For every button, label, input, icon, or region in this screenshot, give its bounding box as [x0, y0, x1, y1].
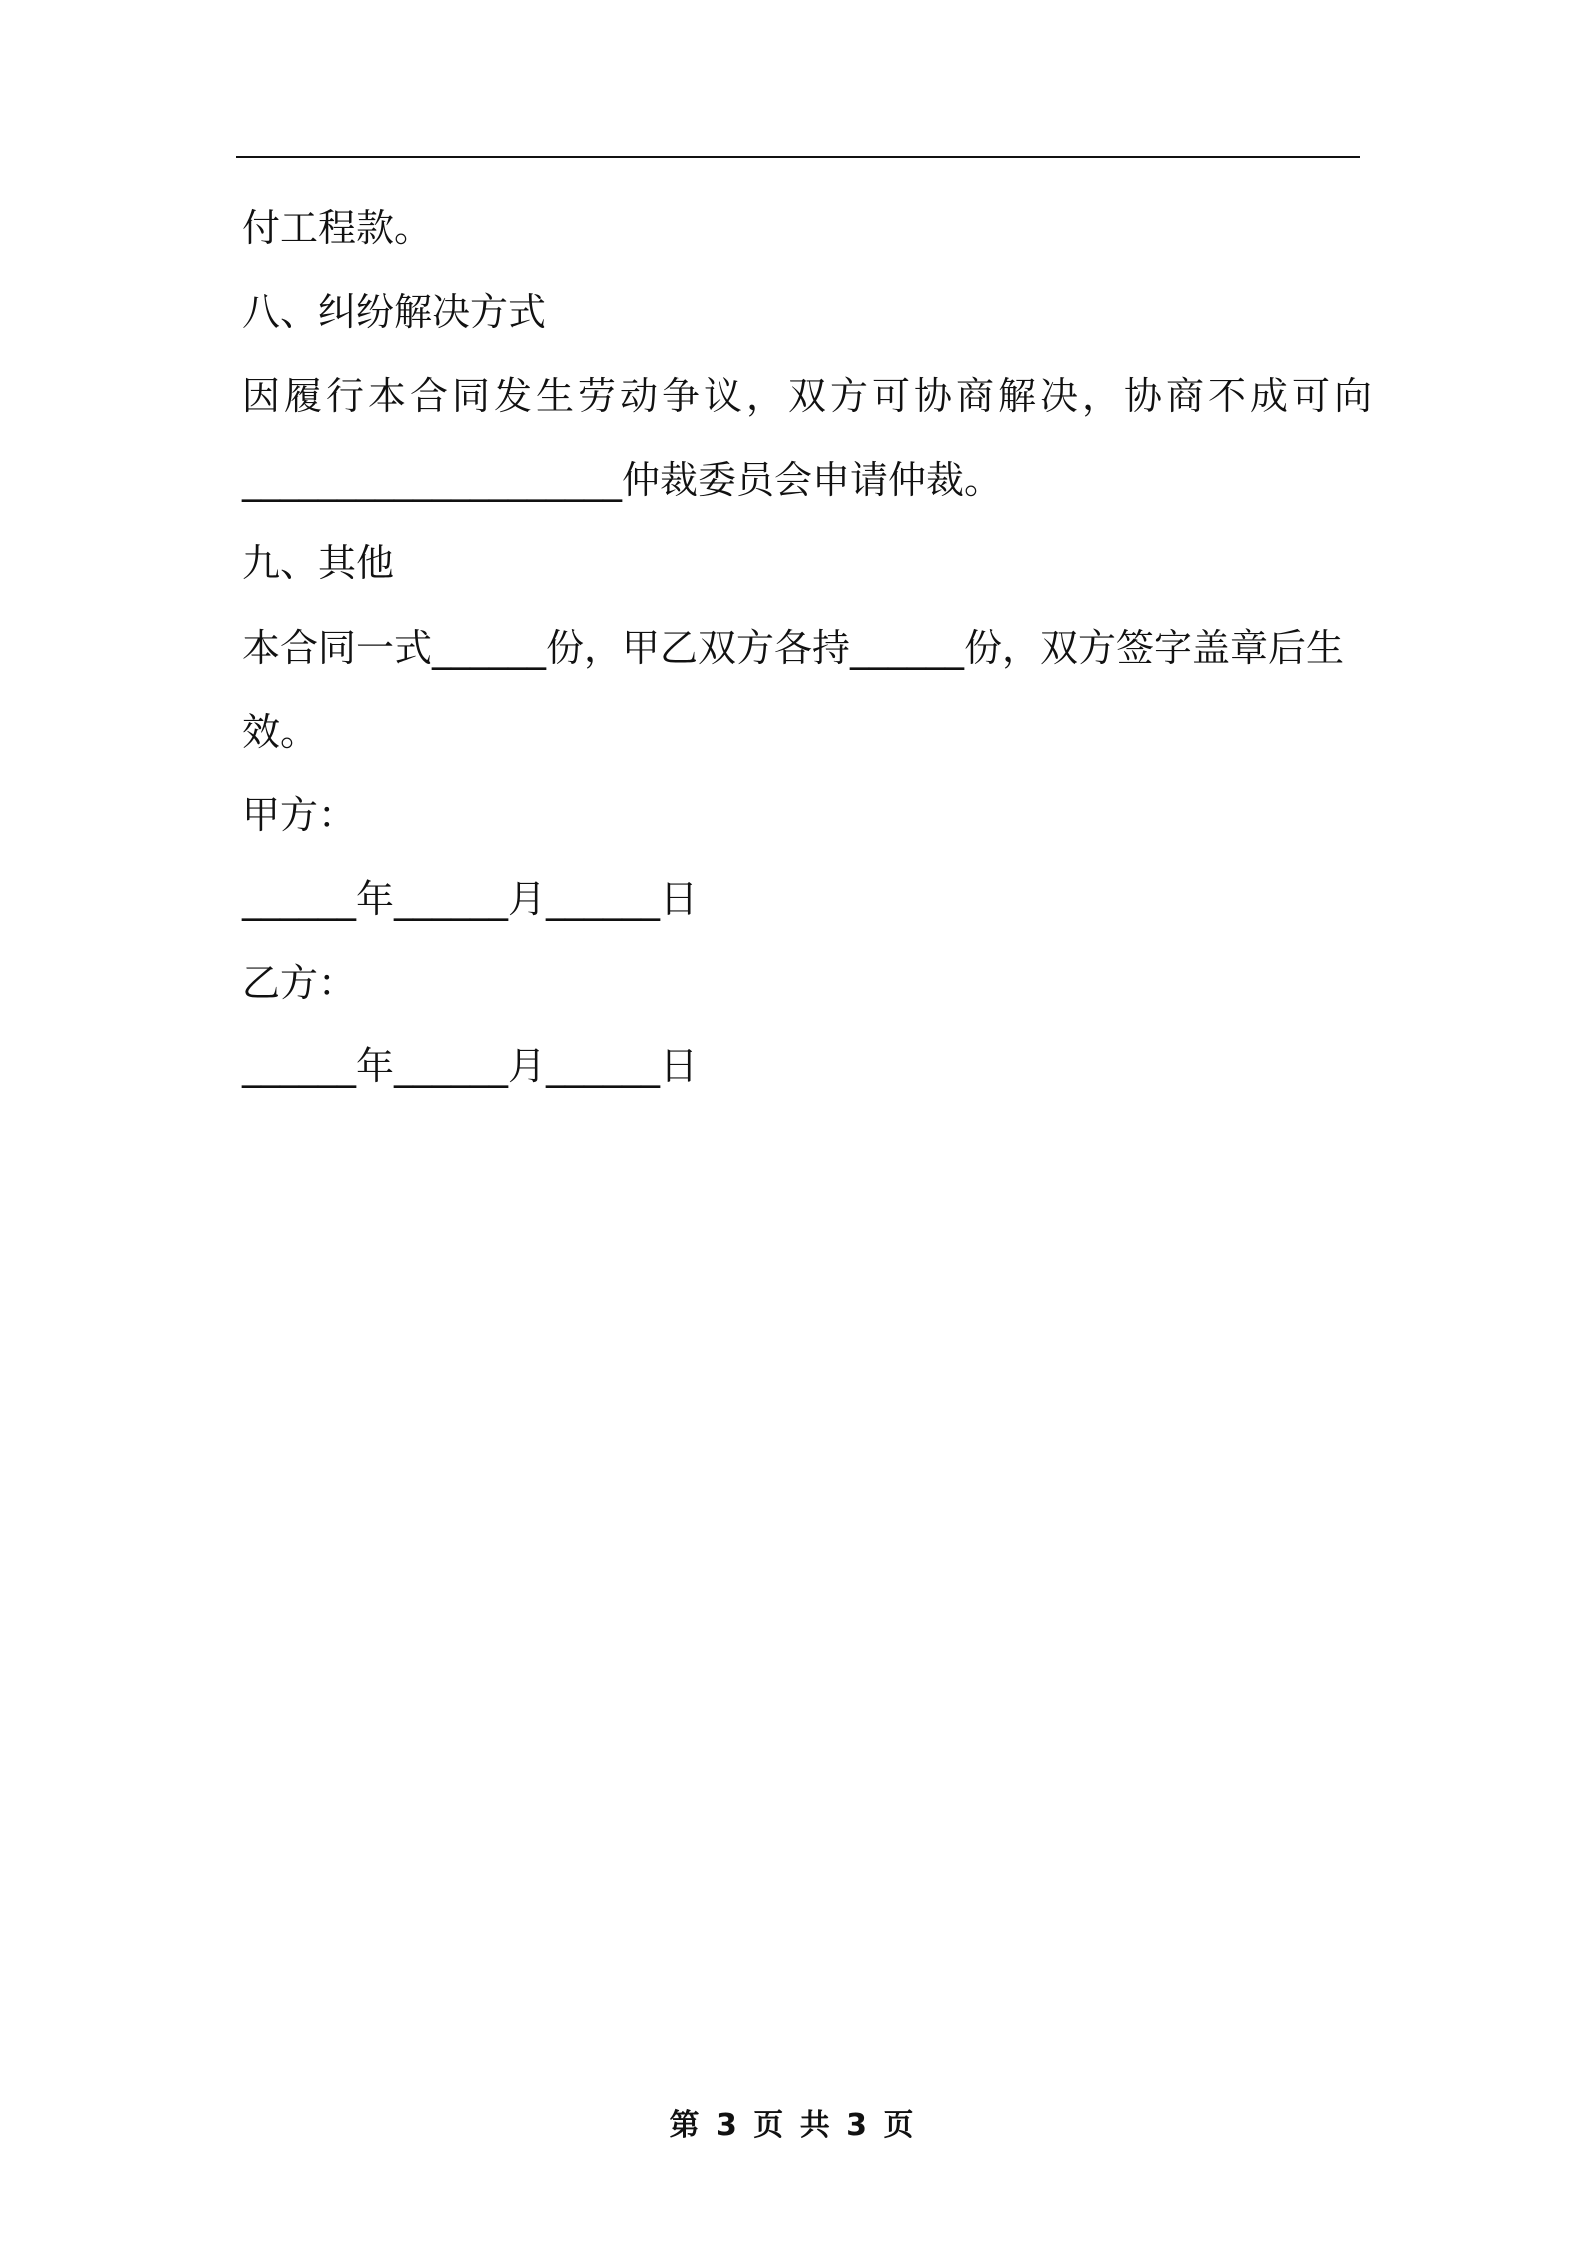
paragraph-payment-end: 付工程款。 [242, 206, 433, 250]
party-b-label: 乙方： [242, 961, 357, 1005]
header-rule [236, 156, 1360, 158]
party-a-date: ______年______月______日 [242, 877, 699, 921]
paragraph-arbitration: ____________________仲裁委员会申请仲裁。 [242, 458, 1003, 502]
heading-other: 九、其他 [242, 541, 395, 585]
page-number: 第 3 页 共 3 页 [669, 2108, 917, 2143]
paragraph-dispute-text: 因履行本合同发生劳动争议，双方可协商解决，协商不成可向 [242, 374, 1377, 418]
party-b-date: ______年______月______日 [242, 1044, 699, 1088]
party-a-label: 甲方： [242, 793, 357, 837]
paragraph-copies: 本合同一式______份，甲乙双方各持______份，双方签字盖章后生 [242, 626, 1345, 670]
paragraph-effective: 效。 [242, 710, 319, 754]
heading-dispute-resolution: 八、纠纷解决方式 [242, 290, 547, 334]
